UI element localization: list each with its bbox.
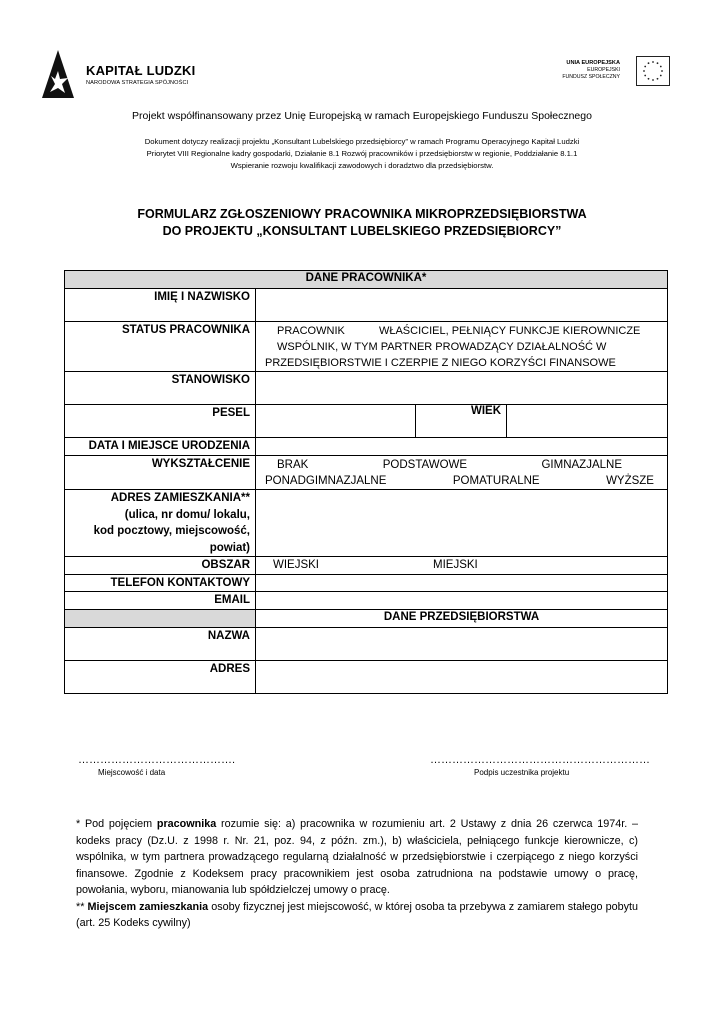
place-date-line[interactable]: …………………………………….: [78, 754, 236, 766]
document-note-line-1: Dokument dotyczy realizacji projektu „Konsultant Lubelskiego przedsiębiorcy” w ramach Programu Operacyjnego Kapitał Ludzki: [144, 137, 580, 146]
address-label-line-1: ADRES ZAMIESZKANIA**: [110, 492, 250, 504]
footnote-employee: [76, 816, 638, 899]
eu-logo-line1: UNIA EUROPEJSKA: [566, 60, 620, 66]
education-label: WYKSZTAŁCENIE: [65, 456, 256, 490]
area-field[interactable]: [256, 557, 668, 575]
signature-label: Podpis uczestnika projektu: [474, 768, 570, 777]
area-option-urban[interactable]: MIEJSKI: [433, 559, 478, 571]
education-option-lower-secondary[interactable]: GIMNAZJALNE: [541, 459, 622, 471]
education-option-primary[interactable]: PODSTAWOWE: [382, 459, 468, 471]
address-label-line-2: (ulica, nr domu/ lokalu,: [124, 508, 250, 521]
area-label: OBSZAR: [65, 557, 256, 575]
pesel-label: PESEL: [65, 405, 256, 438]
eu-logo-line2: EUROPEJSKI: [587, 67, 620, 73]
birth-label: DATA I MIEJSCE URODZENIA: [65, 438, 256, 456]
education-field[interactable]: [256, 456, 668, 490]
document-note-line-2: Priorytet VIII Regionalne kadry gospodarki, Działanie 8.1 Rozwój pracowników i przedsiębiorstw w regionie, Poddziałanie 8.1.1: [146, 149, 578, 158]
status-label: STATUS PRACOWNIKA: [65, 322, 256, 372]
name-label: IMIĘ I NAZWISKO: [65, 289, 256, 322]
education-option-none[interactable]: BRAK: [277, 459, 309, 471]
company-address-field[interactable]: [256, 660, 668, 693]
address-label: [65, 490, 256, 557]
footnote-employee-text: rozumie się: a) pracownika w rozumieniu art. 2 Ustawy z dnia 26 czerwca 1974r. – kodeks pracy (Dz.U. z 1998 r. Nr. 21, poz. 94, z późn. zm.), b) właściciela, pełniącego funkcje kierownicze, c) wspólnika, w tym partnera prowadzącego regularną działalność w przedsiębiorstwie i czerpiącego z niego korzyści finansowe. Zgodnie z Kodeksem pracy pracownikiem jest osoba zatrudniona na podstawie umowy o pracę, powołania, wyboru, mianowania lub spółdzielczej umowy o pracę.: [76, 818, 638, 896]
area-option-rural[interactable]: WIEJSKI: [273, 559, 320, 571]
footnote-residence-text: osoby fizycznej jest miejscowość, w której osoba ta przebywa z zamiarem stałego pobytu (art. 25 Kodeks cywilny): [76, 900, 639, 929]
status-field[interactable]: [256, 322, 668, 372]
footnote-residence-prefix: **: [76, 900, 88, 913]
address-field[interactable]: [256, 490, 668, 557]
position-label: STANOWISKO: [65, 372, 256, 405]
status-option-employee[interactable]: PRACOWNIK: [277, 325, 345, 337]
kapital-ludzki-subtitle: NARODOWA STRATEGIA SPÓJNOŚCI: [86, 80, 189, 86]
kapital-ludzki-title: KAPITAŁ LUDZKI: [86, 63, 196, 78]
position-field[interactable]: [256, 372, 668, 405]
birth-field[interactable]: [256, 438, 668, 456]
section-employee-header: DANE PRACOWNIKA*: [65, 271, 668, 289]
status-option-partner-line-2[interactable]: PRZEDSIĘBIORSTWIE I CZERPIE Z NIEGO KORZYŚCI FINANSOWE: [265, 357, 616, 369]
age-field[interactable]: [507, 405, 668, 438]
company-address-label: ADRES: [65, 660, 256, 693]
eu-flag-icon: [636, 56, 670, 86]
form-title: [60, 206, 664, 240]
company-name-label: NAZWA: [65, 627, 256, 660]
email-label: EMAIL: [65, 592, 256, 610]
document-note: [80, 136, 644, 172]
age-label: WIEK: [416, 405, 507, 438]
education-option-upper-secondary[interactable]: PONADGIMNAZJALNE: [265, 475, 387, 487]
application-form-table: [64, 270, 668, 694]
place-date-label: Miejscowość i data: [98, 768, 166, 777]
kapital-ludzki-emblem-icon: [38, 48, 80, 100]
company-name-field[interactable]: [256, 627, 668, 660]
section-company-header-spacer: [65, 609, 256, 627]
footnote-residence-term: Miejscem zamieszkania: [87, 900, 209, 913]
phone-label: TELEFON KONTAKTOWY: [65, 574, 256, 592]
form-title-line-1: FORMULARZ ZGŁOSZENIOWY PRACOWNIKA MIKROPRZEDSIĘBIORSTWA: [137, 207, 587, 221]
name-field[interactable]: [256, 289, 668, 322]
footnote-employee-prefix: * Pod pojęciem: [76, 818, 157, 830]
document-note-line-3: Wspieranie rozwoju kwalifikacji zawodowych i doradztwo dla przedsiębiorstw.: [230, 161, 494, 170]
status-option-partner-line-1[interactable]: WSPÓLNIK, W TYM PARTNER PROWADZĄCY DZIAŁALNOŚĆ W: [277, 341, 607, 353]
eu-logo-line3: FUNDUSZ SPOŁECZNY: [562, 74, 620, 80]
footnote-residence: [76, 899, 638, 932]
pesel-field[interactable]: [256, 405, 416, 438]
address-label-line-4: powiat): [209, 541, 250, 554]
education-option-post-secondary[interactable]: POMATURALNE: [452, 475, 540, 487]
phone-field[interactable]: [256, 574, 668, 592]
form-title-line-2: DO PROJEKTU „KONSULTANT LUBELSKIEGO PRZEDSIĘBIORCY”: [162, 224, 562, 238]
education-option-higher[interactable]: WYŻSZE: [606, 475, 654, 487]
signature-line[interactable]: ……………………………………………………: [430, 754, 650, 766]
email-field[interactable]: [256, 592, 668, 610]
eu-logo: [556, 56, 670, 88]
project-cofinancing-line: Projekt współfinansowany przez Unię Europejską w ramach Europejskiego Funduszu Społecznego: [132, 110, 592, 122]
footnotes: [76, 816, 638, 932]
footnote-employee-term: pracownika: [156, 818, 217, 830]
kapital-ludzki-logo: [38, 48, 218, 100]
status-option-owner[interactable]: WŁAŚCICIEL, PEŁNIĄCY FUNKCJE KIEROWNICZE: [378, 325, 641, 337]
section-company-header: DANE PRZEDSIĘBIORSTWA: [256, 609, 668, 627]
address-label-line-3: kod pocztowy, miejscowość,: [93, 525, 250, 537]
